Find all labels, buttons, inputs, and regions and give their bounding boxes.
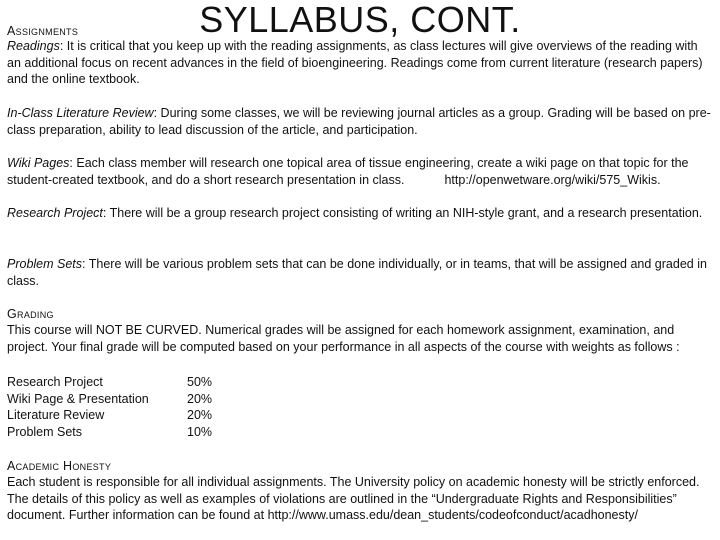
problem-sets-lead: Problem Sets	[7, 257, 83, 271]
weight-value: 20%	[187, 391, 213, 406]
table-row	[7, 407, 247, 424]
wiki-pages-lead: Wiki Pages	[7, 156, 70, 170]
weight-value: 50%	[187, 375, 213, 389]
academic-honesty-text: Each student is responsible for all individual assignments. The University policy on academic honesty will be strictly enforced. The details of this policy as well as examples of violations are outlined in the “Undergraduate Rights and Responsibilities” document. Further information can be found at	[7, 475, 700, 522]
wiki-pages-paragraph: Wiki Pages: Each class member will research one topical area of tissue engineering, create a wiki page on that topic for the student-created textbook, and do a short research presentation in class. http://openwetware.org/wiki/575_Wikis.	[7, 156, 689, 187]
weight-label: Problem Sets	[7, 424, 83, 439]
slide-title: SYLLABUS, CONT.	[199, 0, 521, 40]
research-project-lead: Research Project	[7, 206, 103, 220]
academic-honesty-url-link[interactable]: http://www.umass.edu/dean_students/codeofconduct/acadhonesty/	[267, 508, 638, 522]
weight-value: 20%	[187, 408, 213, 422]
readings-text: It is critical that you keep up with the reading assignments, as class lectures will give overviews of the reading with an additional focus on recent advances in the field of bioengineering. Readings come from current literature (research papers) and the online textbook.	[7, 39, 703, 86]
assignments-heading: Assignments	[7, 24, 79, 38]
grading-paragraph: This course will NOT BE CURVED. Numerical grades will be assigned for each homework assignment, examination, and project. Your final grade will be computed based on your performance in all aspects of the course with weights as follows :	[7, 323, 680, 354]
academic-honesty-heading: Academic Honesty	[7, 459, 112, 473]
weight-label: Research Project	[7, 375, 103, 389]
readings-lead: Readings	[7, 39, 60, 53]
academic-honesty-paragraph	[7, 474, 713, 524]
table-row	[7, 391, 247, 408]
problem-sets-text: There will be various problem sets that can be done individually, or in teams, that will be assigned and graded in class.	[7, 257, 707, 288]
table-row	[7, 424, 247, 441]
literature-review-text: During some classes, we will be reviewing journal articles as a group. Grading will be based on pre-class preparation, ability to lead discussion of the article, and participation.	[7, 106, 711, 137]
readings-paragraph: Readings: It is critical that you keep up with the reading assignments, as class lectures will give overviews of the reading with an additional focus on recent advances in the field of bioengineering. Readings come from current literature (research papers) and the online textbook.	[7, 39, 703, 86]
research-project-paragraph: Research Project: There will be a group research project consisting of writing an NIH-style grant, and a research presentation.	[7, 206, 703, 220]
wiki-pages-text: Each class member will research one topical area of tissue engineering, create a wiki page on that topic for the student-created textbook, and do a short research presentation in class.	[7, 156, 689, 187]
grading-heading: Grading	[7, 307, 54, 321]
problem-sets-paragraph: Problem Sets: There will be various problem sets that can be done individually, or in teams, that will be assigned and graded in class.	[7, 257, 707, 288]
literature-review-lead: In-Class Literature Review	[7, 106, 154, 120]
weight-value: 10%	[187, 424, 213, 439]
grade-weights-table	[7, 374, 247, 440]
weight-label: Literature Review	[7, 408, 105, 422]
research-project-text: There will be a group research project consisting of writing an NIH-style grant, and a research presentation.	[109, 206, 703, 220]
weight-label: Wiki Page & Presentation	[7, 391, 149, 406]
wiki-url-link[interactable]: http://openwetware.org/wiki/575_Wikis.	[444, 172, 661, 187]
table-row	[7, 374, 247, 391]
literature-review-paragraph: In-Class Literature Review: During some classes, we will be reviewing journal articles as a group. Grading will be based on pre-class preparation, ability to lead discussion of the article, and participation.	[7, 106, 711, 137]
